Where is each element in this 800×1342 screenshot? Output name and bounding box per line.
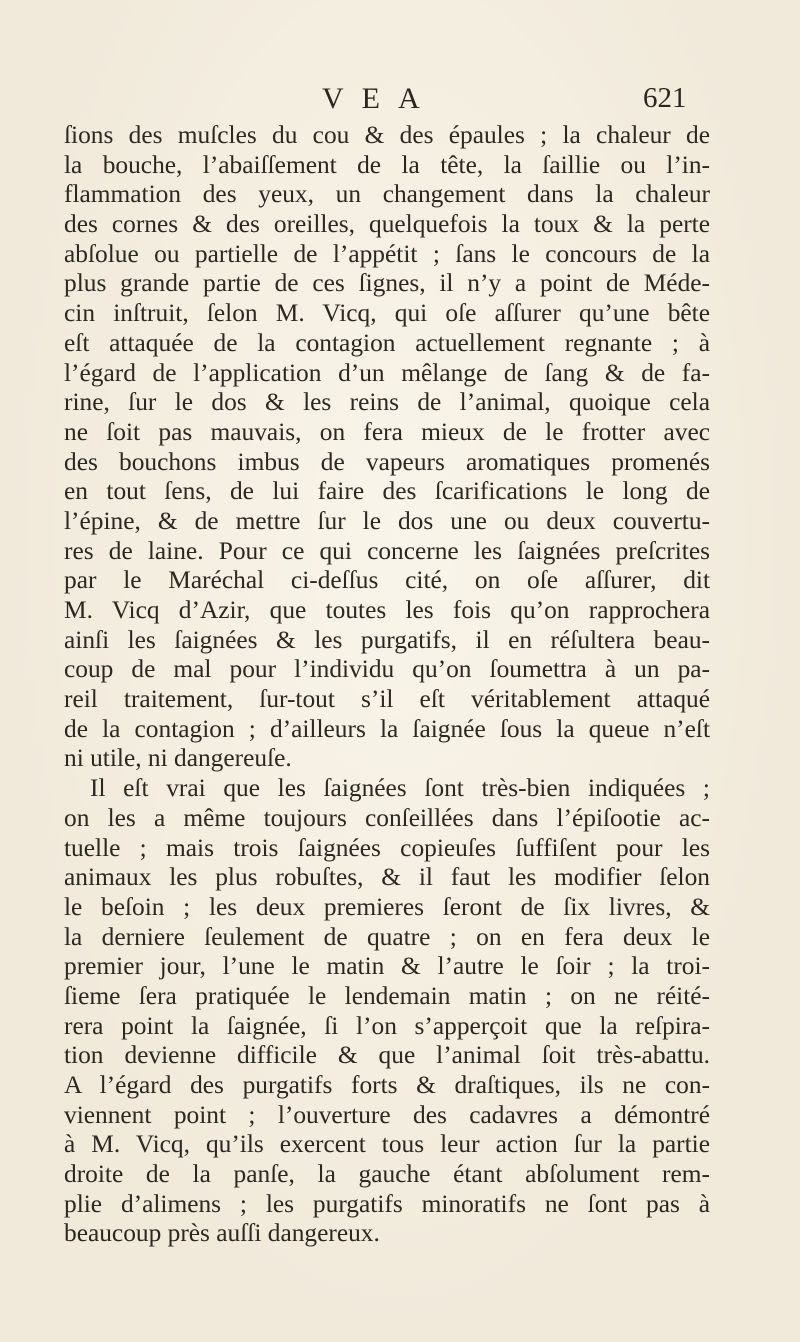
text-line: l’épine, & de mettre ſur le dos une ou deux couvertu- [64,506,710,535]
text-line: plus grande partie de ces ſignes, il n’y a point de Méde- [64,269,710,298]
text-line: l’égard de l’application d’un mêlange de ſang & de fa- [64,358,710,387]
text-line: beaucoup près auſſi dangereux. [64,1219,380,1248]
text-line: M. Vicq d’Azir, que toutes les fois qu’on rapprochera [64,596,710,624]
text-line: le beſoin ; les deux premieres ſeront de ſix livres, & [64,892,710,921]
text-line: ainſi les ſaignées & les purgatifs, il en réſultera beau- [64,625,710,654]
text-line: ne ſoit pas mauvais, on fera mieux de le frotter avec [64,417,710,446]
text-line: on les a même toujours conſeillées dans l’épiſootie ac- [64,803,710,832]
paragraph-1 [64,121,710,774]
text-line: abſolue ou partielle de l’appétit ; ſans le concours de la [64,239,710,268]
text-line: ſieme ſera pratiquée le lendemain matin ; on ne réité- [64,981,710,1010]
text-line: coup de mal pour l’individu qu’on ſoumettra à un pa- [64,655,710,684]
text-line: en tout ſens, de lui faire des ſcarifications le long de [64,477,710,506]
text-line: des cornes & des oreilles, quelquefois la toux & la perte [64,210,710,239]
text-line: flammation des yeux, un changement dans la chaleur [64,180,710,209]
text-line: res de laine. Pour ce qui concerne les ſaignées preſcrites [64,536,710,565]
paragraph-2 [64,774,710,1249]
page-number: 621 [643,82,687,114]
text-line: A l’égard des purgatifs forts & draſtiques, ils ne con- [64,1071,710,1099]
text-line: tuelle ; mais trois ſaignées copieuſes ſuffiſent pour les [64,833,710,862]
text-line: Il eſt vrai que les ſaignées ſont très-bien indiquées ; [90,774,710,803]
text-line: premier jour, l’une le matin & l’autre le ſoir ; la troi- [64,952,710,981]
page-header [0,82,800,122]
text-line: ſions des muſcles du cou & des épaules ; la chaleur de [64,121,710,149]
text-line: reil traitement, ſur-tout s’il eſt véritablement attaqué [64,685,710,714]
text-line: par le Maréchal ci-deſſus cité, on oſe aſſurer, dit [64,566,710,595]
body-text [64,121,710,1249]
text-line: la derniere ſeulement de quatre ; on en fera deux le [64,922,710,951]
text-line: ni utile, ni dangereuſe. [64,744,292,773]
running-head: VEA [322,82,438,115]
text-line: la bouche, l’abaiſſement de la tête, la ſaillie ou l’in- [64,150,710,179]
text-line: à M. Vicq, qu’ils exercent tous leur action ſur la partie [64,1130,710,1159]
text-line: tion devienne difficile & que l’animal ſoit très-abattu. [64,1041,710,1070]
text-line: viennent point ; l’ouverture des cadavres a démontré [64,1100,710,1129]
text-line: cin inſtruit, ſelon M. Vicq, qui oſe aſſurer qu’une bête [64,299,710,328]
text-line: des bouchons imbus de vapeurs aromatiques promenés [64,447,710,476]
text-line: plie d’alimens ; les purgatifs minoratifs ne ſont pas à [64,1189,710,1218]
text-line: eſt attaquée de la contagion actuellement regnante ; à [64,328,710,357]
text-line: rine, ſur le dos & les reins de l’animal, quoique cela [64,388,710,417]
text-line: rera point la ſaignée, ſi l’on s’apperçoit que la reſpira- [64,1011,710,1040]
text-line: droite de la panſe, la gauche étant abſolument rem- [64,1160,710,1189]
text-line: de la contagion ; d’ailleurs la ſaignée ſous la queue n’eſt [64,714,710,743]
text-line: animaux les plus robuſtes, & il faut les modifier ſelon [64,863,710,892]
